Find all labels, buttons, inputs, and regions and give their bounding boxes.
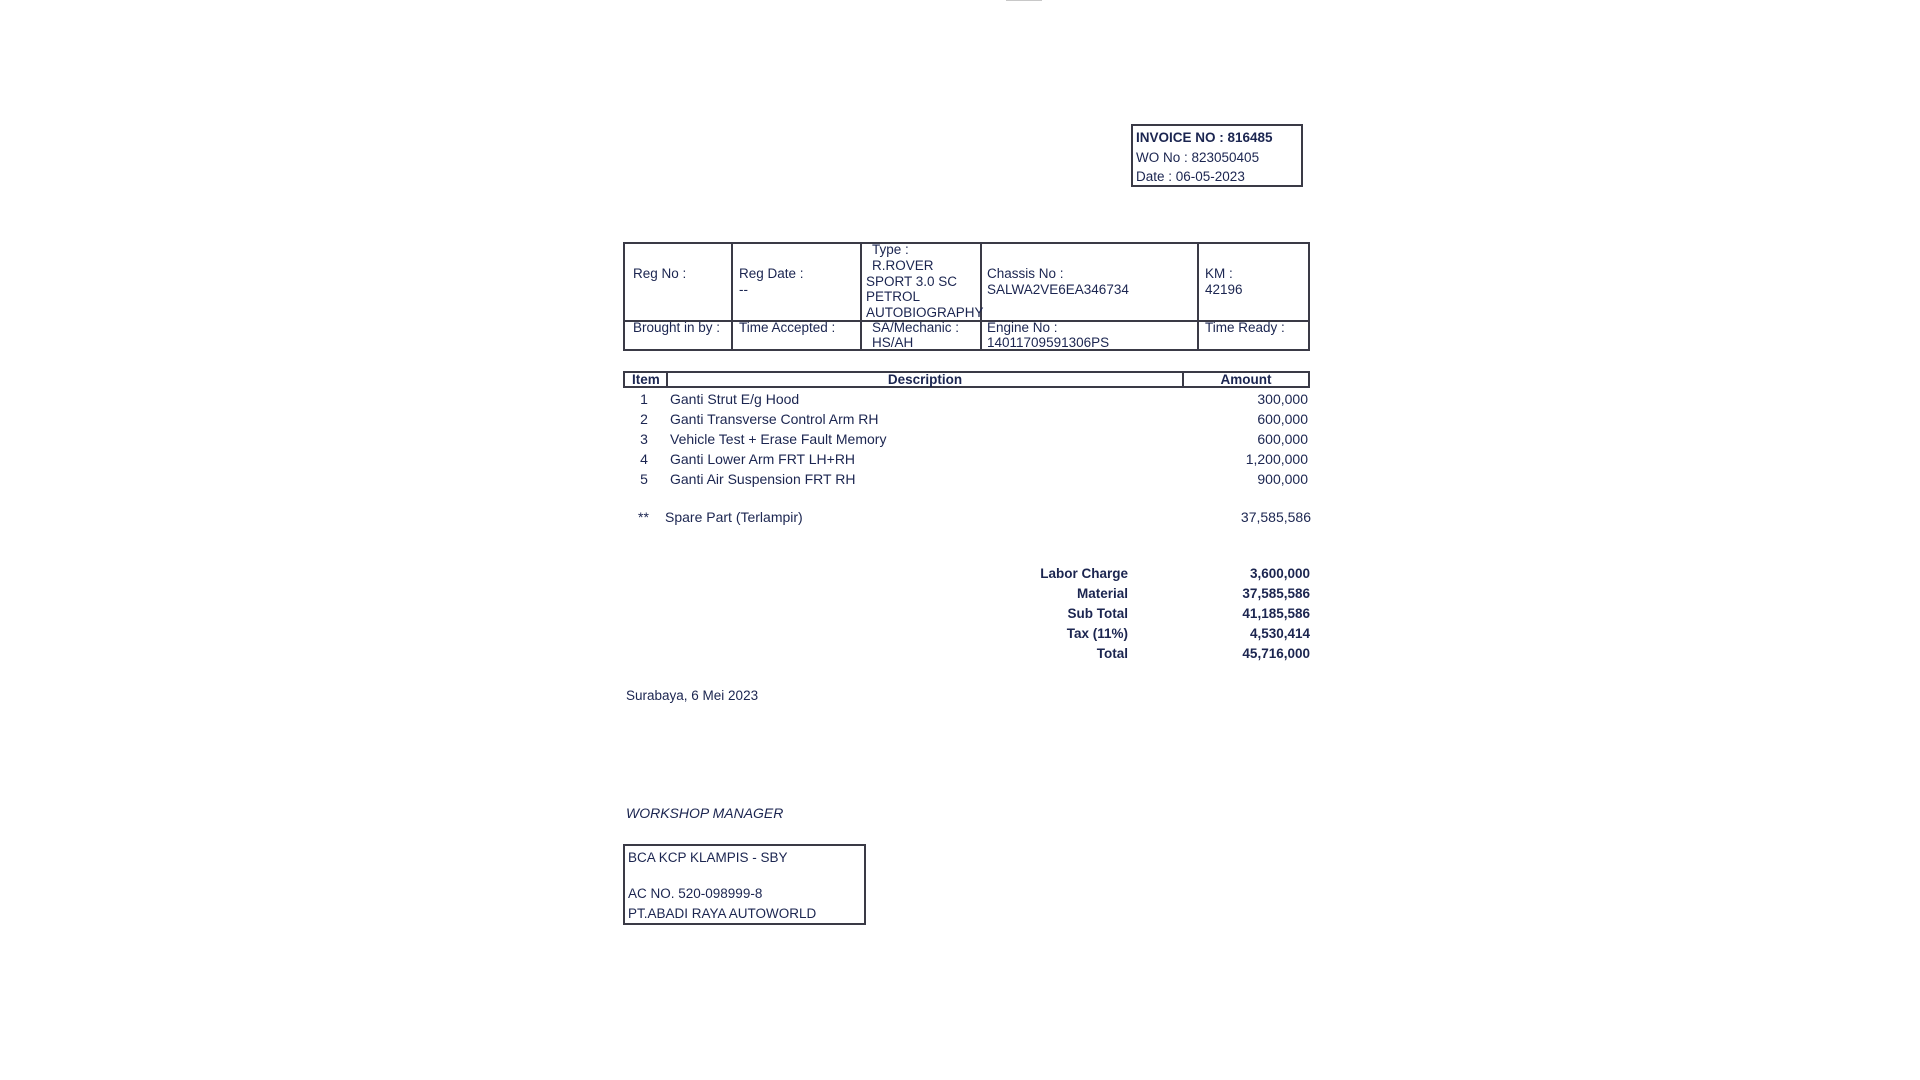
time-ready-label: Time Ready : xyxy=(1205,320,1285,335)
engine-label: Engine No : xyxy=(987,320,1058,335)
sa-mechanic-cell xyxy=(872,320,959,350)
amount-column-header: Amount xyxy=(1220,372,1272,387)
table-row xyxy=(623,471,1310,491)
total-value: 45,716,000 xyxy=(1242,646,1310,661)
invoice-date: Date : 06-05-2023 xyxy=(1136,169,1245,184)
table-row xyxy=(623,411,1310,431)
item-amount: 600,000 xyxy=(1257,431,1308,447)
item-amount: 300,000 xyxy=(1257,391,1308,407)
spare-part-marker: ** xyxy=(638,509,649,525)
type-line: AUTOBIOGRAPHY xyxy=(866,305,984,321)
chassis-label: Chassis No : xyxy=(987,266,1064,281)
total-label: Material xyxy=(1076,586,1128,601)
spare-part-description: Spare Part (Terlampir) xyxy=(665,509,803,525)
wo-number: WO No : 823050405 xyxy=(1136,150,1260,165)
item-amount: 900,000 xyxy=(1257,471,1308,487)
type-line: R.ROVER xyxy=(872,257,934,273)
sa-mechanic-value: HS/AH xyxy=(872,335,914,350)
grid-divider xyxy=(860,244,862,349)
bank-holder: PT.ABADI RAYA AUTOWORLD xyxy=(628,906,817,921)
total-label: Tax (11%) xyxy=(1066,626,1128,641)
total-label: Sub Total xyxy=(1067,606,1128,621)
spare-part-amount: 37,585,586 xyxy=(1240,509,1311,525)
item-amount: 600,000 xyxy=(1257,411,1308,427)
km-value: 42196 xyxy=(1205,282,1243,297)
total-value: 37,585,586 xyxy=(1242,586,1310,601)
items-table-header xyxy=(623,371,1310,388)
bank-account: AC NO. 520-098999-8 xyxy=(628,886,763,901)
type-label: Type : xyxy=(872,242,909,257)
type-cell xyxy=(866,242,984,321)
brought-in-by-label: Brought in by : xyxy=(633,320,721,335)
table-row xyxy=(623,451,1310,471)
total-label: Labor Charge xyxy=(1040,566,1128,581)
chassis-cell xyxy=(987,266,1129,298)
reg-no-label: Reg No : xyxy=(633,266,687,281)
table-row xyxy=(623,391,1310,411)
chassis-value: SALWA2VE6EA346734 xyxy=(987,282,1129,297)
item-number: 5 xyxy=(640,471,648,487)
type-line: SPORT 3.0 SC xyxy=(866,273,958,289)
place-date: Surabaya, 6 Mei 2023 xyxy=(626,688,759,703)
total-value: 3,600,000 xyxy=(1249,566,1310,581)
top-edge-mark xyxy=(1006,0,1042,1)
total-value: 41,185,586 xyxy=(1242,606,1310,621)
bank-name: BCA KCP KLAMPIS - SBY xyxy=(628,850,788,865)
km-label: KM : xyxy=(1205,266,1233,281)
item-column-header: Item xyxy=(632,372,660,387)
item-amount: 1,200,000 xyxy=(1245,451,1308,467)
reg-date-label: Reg Date : xyxy=(739,266,804,281)
engine-value: 14011709591306PS xyxy=(987,335,1110,350)
grid-divider xyxy=(731,244,733,349)
item-number: 1 xyxy=(640,391,648,407)
invoice-number: INVOICE NO : 816485 xyxy=(1136,130,1273,145)
item-description: Ganti Air Suspension FRT RH xyxy=(670,471,856,487)
table-row xyxy=(623,431,1310,451)
total-label: Total xyxy=(1096,646,1128,661)
time-accepted-label: Time Accepted : xyxy=(739,320,836,335)
type-line: PETROL xyxy=(866,289,921,305)
km-cell xyxy=(1205,266,1243,298)
invoice-info-box xyxy=(1131,124,1303,187)
item-number: 2 xyxy=(640,411,648,427)
engine-cell xyxy=(987,320,1109,350)
reg-date-cell xyxy=(739,266,804,298)
grid-divider xyxy=(1197,244,1199,349)
reg-date-value: -- xyxy=(739,282,748,297)
item-number: 3 xyxy=(640,431,648,447)
item-description: Ganti Lower Arm FRT LH+RH xyxy=(670,451,856,467)
item-description: Ganti Transverse Control Arm RH xyxy=(670,411,879,427)
item-description: Vehicle Test + Erase Fault Memory xyxy=(670,431,887,447)
item-number: 4 xyxy=(640,451,648,467)
vehicle-info-table xyxy=(623,242,1310,351)
description-column-header: Description xyxy=(887,372,963,387)
signature-title: WORKSHOP MANAGER xyxy=(626,805,784,821)
item-description: Ganti Strut E/g Hood xyxy=(670,391,800,407)
total-value: 4,530,414 xyxy=(1249,626,1310,641)
sa-mechanic-label: SA/Mechanic : xyxy=(872,320,960,335)
bank-details-box xyxy=(623,844,866,925)
